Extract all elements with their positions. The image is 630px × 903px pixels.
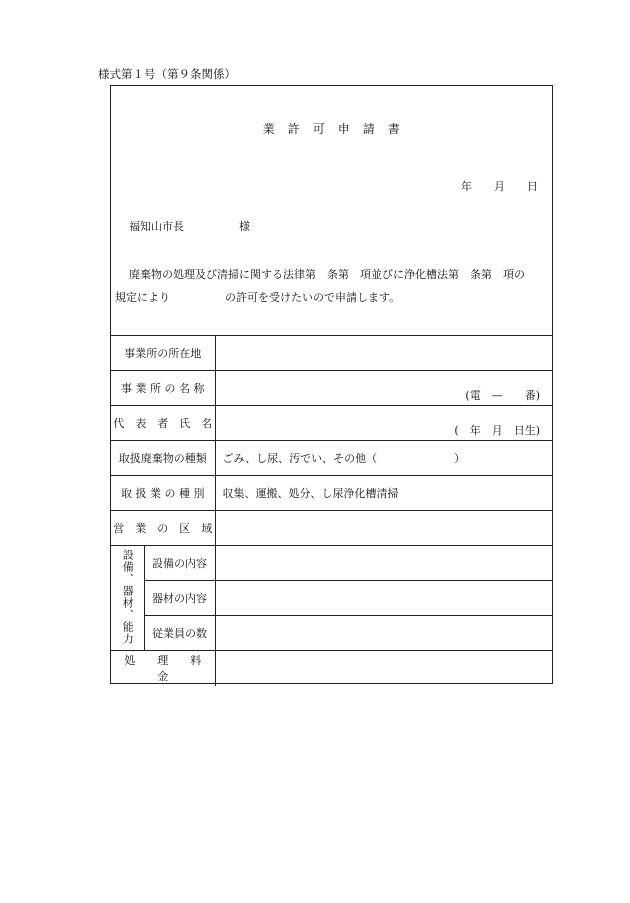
location-field[interactable]: [215, 336, 552, 371]
row-label-employees: 従業員の数: [144, 616, 215, 651]
row-label-fee: 処 理 料 金: [111, 651, 215, 686]
document-title: 業 許 可 申 請 書: [262, 122, 401, 136]
phone-note: (電 — 番): [465, 389, 540, 402]
row-label-business-type: 取 扱 業 の 種 別: [111, 476, 215, 511]
body-text-line-1: 廃棄物の処理及び清掃に関する法律第 条第 項並びに浄化槽法第 条第 項の: [129, 268, 525, 281]
table-row: [111, 441, 552, 476]
waste-type-field[interactable]: ごみ、し尿、汚でい、その他（ ）: [215, 441, 552, 476]
office-name-field[interactable]: [215, 371, 552, 406]
row-label-representative: 代 表 者 氏 名: [111, 406, 215, 441]
employees-field[interactable]: [215, 616, 552, 651]
row-label-business-area: 営 業 の 区 域: [111, 511, 215, 546]
row-label-equipment: 器材の内容: [144, 581, 215, 616]
table-row: [111, 511, 552, 546]
details-table: [111, 335, 552, 686]
business-area-field[interactable]: [215, 511, 552, 546]
equipment-field[interactable]: [215, 581, 552, 616]
row-label-waste-type: 取扱廃棄物の種類: [111, 441, 215, 476]
form-number: 様式第１号（第９条関係）: [98, 67, 236, 81]
table-row: [111, 616, 552, 651]
fee-field[interactable]: [215, 651, 552, 686]
table-row: [111, 651, 552, 686]
equipment-group-text: 設備、器材、能力: [121, 548, 135, 645]
table-row: [111, 581, 552, 616]
addressee: 福知山市長 様: [129, 220, 250, 233]
birthdate-note: ( 年 月 日生): [454, 424, 540, 437]
table-row: [111, 546, 552, 581]
business-type-field[interactable]: 収集、運搬、処分、し尿浄化槽清掃: [215, 476, 552, 511]
table-row: [111, 336, 552, 371]
application-form: [110, 85, 553, 684]
equipment-group-label: [111, 546, 144, 651]
table-row: [111, 406, 552, 441]
row-label-location: 事業所の所在地: [111, 336, 215, 371]
row-label-office-name: 事 業 所 の 名 称: [111, 371, 215, 406]
body-text-line-2: 規定により の許可を受けたいので申請します。: [115, 291, 401, 304]
row-label-facilities: 設備の内容: [144, 546, 215, 581]
facilities-field[interactable]: [215, 546, 552, 581]
representative-field[interactable]: [215, 406, 552, 441]
table-row: [111, 476, 552, 511]
table-row: [111, 371, 552, 406]
date-line: 年 月 日: [461, 180, 538, 193]
